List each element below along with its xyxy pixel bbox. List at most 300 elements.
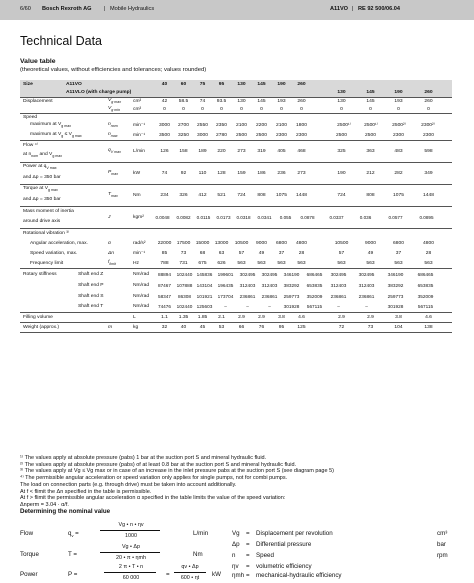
legend-equals: = (246, 563, 250, 570)
table-cell: 0.0318 (236, 214, 251, 220)
row-label (23, 164, 57, 172)
table-cell: 1.1 (161, 314, 168, 320)
row-label: Angular acceleration, max. (30, 241, 88, 247)
formula-denominator: 1000 (125, 533, 137, 539)
size-cell: 40 (161, 81, 168, 87)
table-cell: 10500 (334, 241, 349, 247)
table-cell: 236861 (358, 293, 375, 299)
table-cell: 28 (298, 251, 305, 257)
table-cell: 731 (179, 260, 188, 266)
table-cell: 73 (180, 251, 187, 257)
table-cell: 102440 (176, 304, 193, 310)
row-label (30, 132, 82, 140)
legend-symbol: n (232, 552, 236, 559)
table-cell: 68 (199, 251, 206, 257)
legend-symbol: ηmh (232, 572, 245, 579)
row-unit: cm³ (133, 99, 142, 105)
table-cell: 130 (337, 99, 346, 105)
table-cell: 0 (300, 106, 303, 112)
label-subscript: g (61, 133, 64, 138)
formula-denominator: 60 000 (122, 575, 140, 581)
table-row (20, 280, 452, 291)
table-cell: 0.0048 (155, 214, 170, 220)
formula-symbol: $q_v$ = (68, 530, 79, 539)
table-cell: 567115 (417, 304, 434, 310)
table-cell: 2350 (216, 123, 227, 129)
table-cell: 37 (278, 251, 285, 257)
fraction-line (174, 572, 206, 573)
table-cell: 302495 (239, 271, 256, 277)
table-cell: 2500 (336, 132, 347, 138)
row-unit: cm³ (133, 106, 142, 112)
row-symbol: Δn (108, 251, 115, 257)
table-cell: 158 (179, 148, 188, 154)
table-cell: 0.0337 (329, 214, 344, 220)
table-cell: 0.0895 (419, 214, 434, 220)
table-cell: 0 (340, 106, 343, 112)
symbol-subscript: max (111, 193, 118, 198)
table-cell: – (365, 304, 368, 310)
row-sublabel: and Δp = 350 bar (23, 197, 61, 203)
table-cell: 199601 (217, 271, 234, 277)
row-symbol (108, 98, 121, 106)
row-label: Mass moment of inertia (23, 208, 74, 214)
symbol-text: P (68, 571, 73, 578)
table-cell: 145 (257, 99, 266, 105)
row-symbol: J (108, 214, 111, 220)
table-cell: 1075 (276, 192, 287, 198)
table-cell: 125603 (196, 304, 213, 310)
table-cell: 57 (338, 251, 345, 257)
table-cell: 193 (394, 99, 403, 105)
division-name: Mobile Hydraulics (110, 6, 155, 12)
table-row (20, 259, 452, 269)
label-text: at n (23, 152, 32, 158)
table-cell: 220 (217, 148, 226, 154)
value-table (20, 80, 452, 333)
label-text: maximum at V (30, 131, 62, 137)
table-cell: 282 (394, 170, 403, 176)
table-cell: 143104 (196, 282, 213, 288)
table-cell: 49 (367, 251, 374, 257)
table-cell: 4.6 (425, 314, 432, 320)
legend-equals: = (246, 530, 250, 537)
symbol-text: T (68, 551, 72, 558)
table-cell: 87467 (157, 282, 172, 288)
table-cell: 724 (337, 192, 346, 198)
table-cell: 563 (237, 260, 246, 266)
table-cell: 260 (297, 99, 306, 105)
table-cell: 2500¹⁾ (364, 123, 378, 129)
table-cell: 76 (258, 324, 265, 330)
row-unit: kg (133, 324, 139, 330)
label-subscript: V max (46, 165, 57, 170)
formula-denominator: 600 • ηt (180, 575, 200, 581)
shaft-label: Shaft end T (78, 304, 104, 310)
formula-equals: = (166, 571, 170, 578)
table-cell: 312403 (261, 282, 278, 288)
row-label: Rotary stiffness (23, 271, 57, 277)
table-cell: 4.6 (298, 314, 305, 320)
formula-label: Flow (20, 530, 34, 537)
table-cell: 15000 (195, 241, 210, 247)
shaft-label: Shaft end P (78, 282, 104, 288)
table-cell: 88894 (157, 271, 172, 277)
table-row (20, 239, 452, 249)
row-unit: Hz (133, 260, 139, 266)
table-cell: – (337, 304, 340, 310)
size-cell: 145 (366, 90, 375, 96)
table-cell: 212 (366, 170, 375, 176)
table-cell: 352009 (417, 293, 434, 299)
table-cell: 301928 (387, 304, 404, 310)
table-cell: 53 (218, 324, 225, 330)
footnote: At f < flimit the Δn specified in the table is permissible. (20, 488, 152, 495)
table-cell: 236861 (330, 293, 347, 299)
size-cell: 190 (277, 81, 286, 87)
table-cell: 9000 (256, 241, 267, 247)
table-cell: 653835 (417, 282, 434, 288)
table-cell: 3500 (159, 132, 170, 138)
table-cell: 2550 (197, 123, 208, 129)
table-cell: 13000 (214, 241, 229, 247)
table-cell: 107888 (176, 282, 193, 288)
row-symbol (108, 106, 120, 114)
table-cell: 563 (277, 260, 286, 266)
table-row (20, 185, 452, 207)
row-symbol (108, 192, 118, 200)
table-cell: 2500 (365, 132, 376, 138)
table-cell: 236861 (239, 293, 256, 299)
legend-unit: rpm (437, 552, 448, 559)
table-cell: 101921 (196, 293, 213, 299)
table-cell: 2.9 (367, 314, 374, 320)
table-cell: 412 (198, 192, 207, 198)
symbol-text: V (108, 105, 112, 111)
formula-unit: kW (212, 571, 221, 578)
legend-description: Speed (256, 552, 274, 559)
table-cell: 724 (237, 192, 246, 198)
table-cell: 686465 (417, 271, 434, 277)
table-cell: – (246, 304, 249, 310)
row-unit: rad/s² (133, 241, 146, 247)
table-cell: 49 (258, 251, 265, 257)
table-cell: 3000 (197, 132, 208, 138)
row-label: Filling volume (23, 314, 53, 320)
label-subscript: g max (52, 154, 63, 159)
symbol-text: q (108, 147, 111, 153)
table-cell: 86308 (177, 293, 192, 299)
label-subscript: nom (31, 154, 39, 159)
size-cell: 60 (180, 81, 187, 87)
table-row (20, 121, 452, 131)
table-row (20, 323, 452, 333)
row-symbol: α (108, 241, 111, 247)
formula-label: Torque (20, 551, 39, 558)
symbol-subscript: nom (110, 124, 118, 129)
table-cell: 312403 (330, 282, 347, 288)
fraction-line (100, 552, 160, 553)
table-row (20, 249, 452, 259)
section-title: Value table (20, 58, 56, 65)
table-cell: 2100 (236, 123, 247, 129)
symbol-subscript: max (110, 133, 118, 138)
table-cell: 0.0577 (388, 214, 403, 220)
table-cell: 2.9 (338, 314, 345, 320)
legend-unit: bar (437, 541, 446, 548)
table-cell: 63 (218, 251, 225, 257)
table-cell: 42 (161, 99, 168, 105)
legend-description: Displacement per revolution (256, 530, 333, 537)
table-cell: 0 (220, 106, 223, 112)
table-cell: 37 (395, 251, 402, 257)
row-unit: Nm/rad (133, 293, 150, 299)
table-cell: 0 (397, 106, 400, 112)
table-row (20, 302, 452, 313)
size-cell: 190 (394, 90, 403, 96)
row-label: Weight (approx.) (23, 324, 60, 330)
table-cell: 273 (237, 148, 246, 154)
table-cell: 626 (217, 260, 226, 266)
table-cell: 260 (424, 99, 433, 105)
table-header-row (20, 89, 452, 98)
row-unit: L (133, 314, 136, 320)
symbol-subscript: max (111, 171, 119, 176)
table-cell: 130 (237, 99, 246, 105)
table-cell: 1.35 (178, 314, 189, 320)
table-cell: 145836 (196, 271, 213, 277)
product-name: A11VO (330, 6, 349, 12)
row-symbol (108, 260, 116, 268)
table-cell: 346190 (283, 271, 300, 277)
table-cell: 193 (277, 99, 286, 105)
symbol-subscript: g min (111, 107, 121, 112)
size-cell: 95 (218, 81, 225, 87)
table-cell: 563 (394, 260, 403, 266)
formula-label: Power (20, 571, 38, 578)
row-label (30, 122, 71, 130)
table-cell: 259773 (283, 293, 300, 299)
table-cell: 93.5 (216, 99, 227, 105)
shaft-label: Shaft end Z (78, 271, 104, 277)
label-text: and V (38, 152, 53, 158)
shaft-label: Shaft end S (78, 293, 104, 299)
table-cell: 138 (424, 324, 433, 330)
row-unit: L/min (133, 148, 145, 154)
symbol-subscript: g max (111, 100, 122, 105)
table-cell: 349 (424, 170, 433, 176)
row-symbol: m (108, 324, 113, 330)
footnote: ⁴⁾ The permissible angular acceleration or speed variation only applies for single pumps, not for combi pumps. (20, 475, 288, 482)
table-cell: 383292 (387, 282, 404, 288)
table-cell: 186 (257, 170, 266, 176)
table-cell: 312403 (239, 282, 256, 288)
table-cell: 73 (367, 324, 374, 330)
table-cell: 3.8 (278, 314, 285, 320)
size-cell: 260 (424, 90, 433, 96)
table-cell: 173704 (217, 293, 234, 299)
section-note: (theoretical values, without efficiencies and tolerances; values rounded) (20, 67, 207, 73)
table-cell: 563 (297, 260, 306, 266)
page-number: 6/60 (20, 6, 31, 12)
table-cell: 126 (160, 148, 169, 154)
table-cell: 1.85 (197, 314, 208, 320)
table-cell: 563 (366, 260, 375, 266)
table-cell: 74 (199, 99, 206, 105)
table-cell: 2500 (236, 132, 247, 138)
table-cell: 0.0173 (216, 214, 231, 220)
label-subscript: g max (61, 124, 72, 129)
table-cell: 2700 (178, 123, 189, 129)
table-cell: 2780 (216, 132, 227, 138)
size-cell: 130 (337, 90, 346, 96)
table-cell: 234 (160, 192, 169, 198)
table-cell: 598 (424, 148, 433, 154)
table-cell: 1800 (296, 123, 307, 129)
table-cell: 92 (180, 170, 187, 176)
row-symbol (108, 132, 118, 140)
table-cell: 196435 (217, 282, 234, 288)
legend-description: mechanical-hydraulic efficiency (256, 572, 342, 579)
row-sublabel: around drive axis (23, 219, 61, 225)
table-cell: – (224, 304, 227, 310)
table-cell: 653835 (306, 282, 323, 288)
symbol-text: P (108, 169, 112, 175)
table-cell: 2300 (276, 132, 287, 138)
symbol-subscript: v (71, 533, 74, 539)
table-cell: 2300 (423, 132, 434, 138)
formula-unit: L/min (193, 530, 209, 537)
table-cell: 0 (369, 106, 372, 112)
table-cell: 312403 (358, 282, 375, 288)
footnotes (20, 455, 334, 509)
table-cell: 3.8 (395, 314, 402, 320)
table-cell: 236861 (261, 293, 278, 299)
table-cell: 22000 (157, 241, 172, 247)
row-unit: min⁻¹ (133, 251, 146, 257)
table-cell: 10500 (234, 241, 249, 247)
table-cell: 346190 (387, 271, 404, 277)
table-cell: 405 (277, 148, 286, 154)
row-unit: Nm (133, 192, 141, 198)
label-subscript: g max (71, 133, 82, 138)
table-row (20, 114, 452, 121)
table-cell: 383292 (283, 282, 300, 288)
table-cell: 72 (338, 324, 345, 330)
table-cell: 0 (201, 106, 204, 112)
table-cell: 2500¹⁾ (337, 123, 351, 129)
table-cell: 58.5 (178, 99, 189, 105)
row-symbol (108, 122, 118, 130)
table-cell: 675 (198, 260, 207, 266)
table-header-row (20, 80, 452, 89)
formula-unit: Nm (193, 551, 203, 558)
symbol-subscript: V max (110, 149, 121, 154)
table-cell: 189 (198, 148, 207, 154)
table-cell: 0.0878 (300, 214, 315, 220)
table-cell: 28 (425, 251, 432, 257)
table-cell: 0 (280, 106, 283, 112)
table-cell: 0 (240, 106, 243, 112)
legend-equals: = (246, 572, 250, 579)
label-text: Torque at V (23, 185, 49, 191)
footnote: ¹⁾ The values apply at absolute pressure (pabs) 1 bar at the suction port S and mineral hydraulic fluid. (20, 455, 267, 461)
table-cell: 0.0341 (257, 214, 272, 220)
table-cell: 563 (424, 260, 433, 266)
table-cell: 159 (237, 170, 246, 176)
legend-equals: = (246, 552, 250, 559)
table-cell: 57 (238, 251, 245, 257)
table-cell: 0.036 (359, 214, 372, 220)
table-cell: 326 (179, 192, 188, 198)
table-cell: 363 (366, 148, 375, 154)
table-cell: 788 (160, 260, 169, 266)
table-cell: 302495 (330, 271, 347, 277)
table-cell: 273 (297, 170, 306, 176)
table-row (20, 229, 452, 239)
table-cell: 0.055 (279, 214, 292, 220)
table-cell: 9000 (365, 241, 376, 247)
label-text: maximum at V (30, 122, 62, 128)
footnote: ³⁾ The values apply at Vg ≤ Vg max or in case of an increase in the inlet pressure pabs at the suction port S (see diagram page 5) (20, 468, 334, 475)
size-cell: 75 (199, 81, 206, 87)
table-row (20, 131, 452, 141)
row-label: Speed (23, 114, 38, 120)
table-cell: – (268, 304, 271, 310)
table-cell: 2300 (393, 132, 404, 138)
table-cell: 74476 (157, 304, 172, 310)
footnote: At f > flimit the permissible angular acceleration α specified in the table limits the value of the speed variation: (20, 495, 286, 502)
legend-description: Differential pressure (256, 541, 312, 548)
table-cell: 325 (337, 148, 346, 154)
table-cell: 2200 (256, 123, 267, 129)
row-label: Rotational vibration ³⁾ (23, 231, 70, 237)
row-symbol (108, 148, 121, 156)
label-subscript: g max (48, 187, 58, 192)
symbol-text: V (108, 98, 112, 104)
table-cell: 521 (217, 192, 226, 198)
formula-symbol: P = (68, 571, 78, 578)
row-unit: Nm/rad (133, 304, 150, 310)
table-cell: 808 (366, 192, 375, 198)
table-cell: 236 (277, 170, 286, 176)
table-cell: 302495 (358, 271, 375, 277)
legend-symbol: ηv (232, 563, 239, 570)
size-cell: 145 (257, 81, 266, 87)
table-row (20, 313, 452, 323)
table-cell: 3000 (159, 123, 170, 129)
table-cell: 483 (394, 148, 403, 154)
table-row (20, 163, 452, 185)
row-label: Flow ⁴⁾ (23, 142, 38, 148)
row-unit: kW (133, 170, 141, 176)
table-cell: 58347 (157, 293, 172, 299)
table-cell: 0 (163, 106, 166, 112)
symbol-text: q (68, 530, 72, 537)
table-row (20, 291, 452, 302)
formula-numerator: Vg • Δp (121, 544, 141, 550)
table-cell: 4800 (423, 241, 434, 247)
table-cell: 3250 (178, 132, 189, 138)
row-label: Frequency limit (30, 260, 64, 266)
size-label: Size (23, 81, 33, 87)
row-sublabel: and Δp = 350 bar (23, 175, 61, 181)
table-cell: 2.1 (218, 314, 225, 320)
table-cell: 0.0082 (176, 214, 191, 220)
formula-section-title: Determining the nominal value (20, 508, 111, 515)
table-cell: 95 (278, 324, 285, 330)
symbol-text: n (108, 122, 111, 128)
